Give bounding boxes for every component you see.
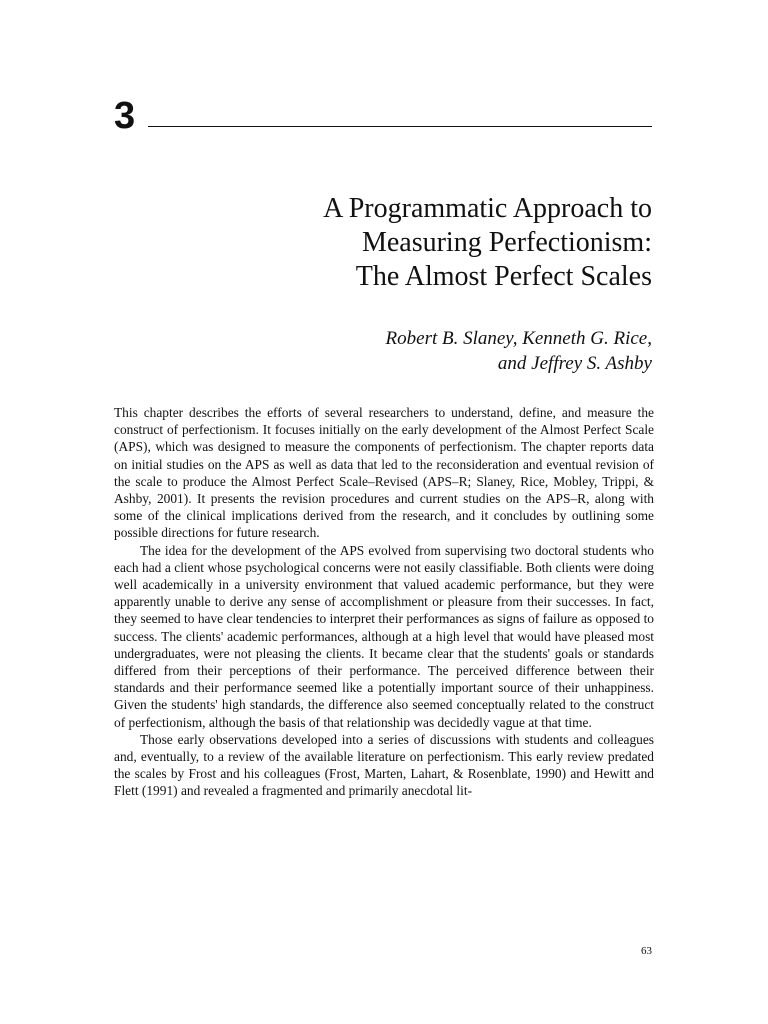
chapter-number: 3 <box>114 95 136 137</box>
paragraph: The idea for the development of the APS evolved from supervising two doctoral students who each had a client whose psychological concerns were not easily classifiable. Both clients were doing well academically in a university environment that valued academic performance, but they were apparently unable to derive any sense of accomplishment or pleasure from their successes. In fact, they seemed to have clear tendencies to interpret their performances as signs of failure as opposed to success. The clients' academic performances, although at a high level that would have pleased most undergraduates, were not pleasing the clients. It became clear that the students' goals or standards differed from their perceptions of their performance. The perceived difference between their standards and their performance seemed like a potentially important source of their unhappiness. Given the students' high standards, the difference also seemed conceptually related to the construct of perfectionism, although the basis of that relationship was decidedly vague at that time. <box>114 542 654 730</box>
chapter-title-line: The Almost Perfect Scales <box>355 261 652 292</box>
paragraph: This chapter describes the efforts of several researchers to understand, define, and measure the construct of perfectionism. It focuses initially on the early development of the Almost Perfect Scale (APS), which was designed to measure the components of perfectionism. The chapter reports data on initial studies on the APS as well as data that led to the reconsideration and eventual revision of the scale to produce the Almost Perfect Scale–Revised (APS–R; Slaney, Rice, Mobley, Trippi, & Ashby, 2001). It presents the revision procedures and current studies on the APS–R, along with some of the clinical implications derived from the research, and it concludes by outlining some possible directions for future research. <box>114 405 654 541</box>
chapter-authors <box>212 326 652 376</box>
authors-line: Robert B. Slaney, Kenneth G. Rice, <box>385 328 652 349</box>
chapter-title-line: Measuring Perfectionism: <box>361 227 652 258</box>
paragraph: Those early observations developed into a series of discussions with students and colleagues and, eventually, to a review of the available literature on perfectionism. This early review predated the scales by Frost and his colleagues (Frost, Marten, Lahart, & Rosenblate, 1990) and Hewitt and Flett (1991) and revealed a fragmented and primarily anecdotal lit- <box>114 731 654 799</box>
authors-line: and Jeffrey S. Ashby <box>497 353 652 374</box>
chapter-header <box>114 96 652 136</box>
chapter-title-line: A Programmatic Approach to <box>323 193 652 224</box>
chapter-title <box>172 192 652 294</box>
body-text <box>114 404 654 800</box>
chapter-rule <box>148 126 652 127</box>
page-number: 63 <box>641 945 652 957</box>
